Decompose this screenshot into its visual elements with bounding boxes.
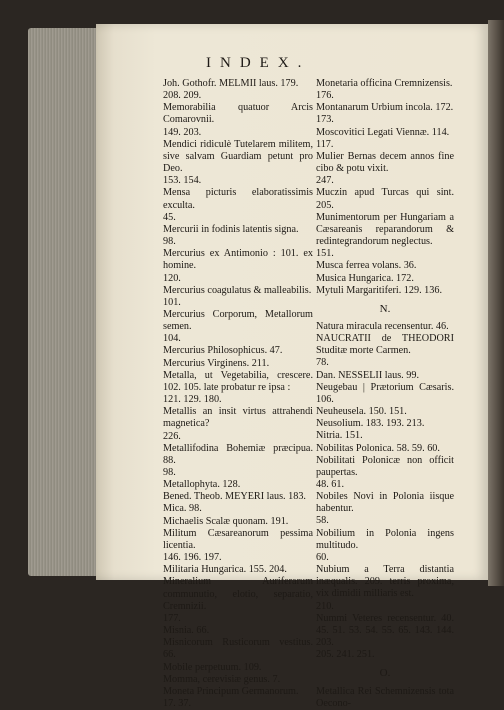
index-entry [316,187,454,211]
entry-text: Militaria Hungarica. 155. 204. [163,564,287,576]
index-entry [163,443,313,479]
index-entry [316,528,454,564]
index-entry [316,212,454,261]
entry-page-refs: 58. [316,515,329,527]
index-entry [316,78,454,102]
entry-text: Misnicorum Rusticorum vestitus. 66. [163,637,313,661]
entry-text: Neuheusela. 150. 151. [316,406,407,418]
entry-text: Nubium a Terra distantia inæqualis. 209. terris proxima, vix dimidii milliaris est. [316,564,454,600]
entry-text: Mercurius Philosophicus. 47. [163,345,283,357]
entry-page-refs: 101. [163,296,181,308]
entry-page-refs: 48. 61. [316,479,345,490]
entry-text: Musca ferrea volans. 36. [316,260,417,272]
entry-text: NAUCRATII de THEODORI Studitæ morte Carmen. [316,333,454,357]
entry-text: Neusolium. 183. 193. 213. [316,418,425,430]
index-entry [316,285,454,297]
entry-text: Metallophyta. 128. [163,479,241,491]
index-entry [163,358,313,370]
entry-text: Mercurius Virginens. 211. [163,357,270,369]
entry-page-refs: 146. 196. 197. [163,552,222,564]
entry-text: Dan. NESSELII laus. 99. [316,369,419,381]
page-title: INDEX. [206,55,311,71]
index-entry [316,102,454,126]
entry-text: Nobilitati Polonicæ non officit paupertas. [316,454,454,478]
index-entry [316,406,454,418]
entry-page-refs: 60. [316,551,329,563]
index-entry [316,333,454,369]
entry-text: Nobilitas Polonica. 58. 59. 60. [316,442,440,454]
entry-page-refs: 177. [163,612,181,624]
entry-page-refs: 210. [316,600,334,612]
index-entry [163,503,313,515]
entry-text: Mineralium Auriferarum communutio, elotio, separatio, Cremnizii. [163,576,313,612]
index-entry [163,576,313,625]
entry-page-refs: 78. [316,357,329,369]
section-letter-o: O. [379,667,391,680]
entry-page-refs: 153. 154. [163,175,202,187]
entry-text: Mercurius ex Antimonio : 101. ex homine. [163,248,313,272]
index-entry [316,370,454,382]
entry-text: Montanarum Urbium incola. 172. [316,102,454,114]
entry-page-refs: 208. 209. [163,90,202,102]
index-entry [163,491,313,503]
entry-text: Militum Cæsareanorum pessima licentia. [163,527,313,551]
entry-page-refs: 173. [316,114,334,126]
index-entry [163,370,313,406]
entry-text: Nitria. 151. [316,430,363,442]
index-entry [316,260,454,272]
entry-page-refs: 205. 241. 251. [316,649,375,661]
index-entry [316,443,454,455]
index-entry [316,151,454,187]
entry-text: Bened. Theob. MEYERI laus. 183. [163,491,306,503]
entry-text: Mercurius coagulatus & malleabilis. [163,284,312,296]
entry-text: Munimentorum per Hungariam a Cæsareanis reparandorum & redintegrandorum neglectus. [316,211,454,248]
index-entry [163,187,313,223]
entry-page-refs: 45. [163,211,176,223]
index-entry [163,309,313,345]
binding-shadow [488,20,504,586]
entry-text: Mendici ridiculè Tutelarem militem, sive salvam Guardiam petunt pro Deo. [163,138,313,175]
entry-page-refs: 98. [163,467,176,478]
index-entry [163,528,313,564]
index-entry [316,321,454,333]
index-entry [163,479,313,491]
entry-text: Natura miracula recensentur. 46. [316,320,449,332]
index-entry [163,637,313,661]
entry-text: Moneta Principum Germanorum. [163,685,299,697]
entry-text: Joh. Gothofr. MELMII laus. 179. [163,78,299,89]
section-letter-n: N. [379,302,391,315]
index-entry [163,564,313,576]
entry-text: Mulier Bernas decem annos fine cibo & potu vixit. [316,150,454,175]
index-entry [163,224,313,248]
index-entry [163,102,313,138]
index-entry [163,139,313,188]
index-entry [316,127,454,151]
entry-text: Memorabilia quatuor Arcis Comarovnii. [163,102,313,126]
index-entry [163,625,313,637]
entry-page-refs: 120. [163,272,181,284]
index-entry [163,516,313,528]
index-entry [163,686,313,710]
index-entry [316,686,454,710]
index-entry [316,273,454,285]
index-entry [163,662,313,674]
entry-page-refs: 104. [163,333,181,345]
page-edges [28,28,100,576]
entry-page-refs: 176. [316,90,334,102]
index-entry [316,418,454,430]
index-entry [316,455,454,491]
entry-text: Mobile perpetuum. 109. [163,661,262,673]
entry-text: Musica Hungarica. 172. [316,272,414,284]
entry-page-refs: 247. [316,175,334,187]
entry-text: Moscovitici Legati Viennæ. 114. [316,126,450,138]
entry-text: Muczin apud Turcas qui sint. 205. [316,187,454,211]
entry-text: Metalla, ut Vegetabilia, crescere. 102. 105. late probatur re ipsa : [163,369,313,393]
entry-text: Nobilium in Polonia ingens multitudo. [316,527,454,551]
entry-text: Mercurii in fodinis latentis signa. [163,223,299,235]
entry-text: Metallifodina Bohemiæ præcipua. 88. [163,442,313,466]
index-entry [163,345,313,357]
entry-text: Nummi Veteres recensentur. 40. 45. 51. 53. 54. 55. 65. 143. 144. 203. [316,612,454,649]
entry-text: Momma, cerevisiæ genus. 7. [163,673,281,685]
entry-text: Nobiles Novi in Polonia iisque habentur. [316,491,454,515]
entry-page-refs: 117. [316,138,334,150]
entry-text: Mica. 98. [163,503,202,515]
index-entry [316,382,454,406]
entry-text: Metallis an insit virtus attrahendi magnetica? [163,406,313,430]
entry-text: Mytuli Margaritiferi. 129. 136. [316,284,443,296]
entry-page-refs: 151. [316,248,334,260]
index-entry [316,613,454,662]
entry-text: Monetaria officina Cremnizensis. [316,78,453,89]
entry-text: Mercurius Corporum, Metallorum semen. [163,308,313,333]
index-entry [316,430,454,442]
index-entry [316,491,454,527]
index-entry [163,285,313,309]
index-entry [163,248,313,284]
entry-text: Mensa picturis elaboratissimis exculta. [163,187,313,211]
index-entry [163,674,313,686]
entry-text: Misnia. 66. [163,625,210,637]
entry-page-refs: 149. 203. [163,126,202,138]
entry-text: Neugebau | Prætorium Cæsaris. 106. [316,381,454,405]
index-entry [163,406,313,442]
index-entry [316,564,454,613]
entry-page-refs: 98. [163,236,176,248]
index-entry [163,78,313,102]
entry-page-refs: 226. [163,430,181,442]
entry-page-refs: 17. 37. [163,697,192,709]
index-column-left [163,78,313,710]
entry-text: Metallica Rei Schemnizensis tota Oecono- [316,685,454,709]
entry-text: Michaelis Scalæ quonam. 191. [163,515,289,527]
index-column-right [316,78,454,710]
entry-page-refs: 121. 129. 180. [163,394,222,406]
